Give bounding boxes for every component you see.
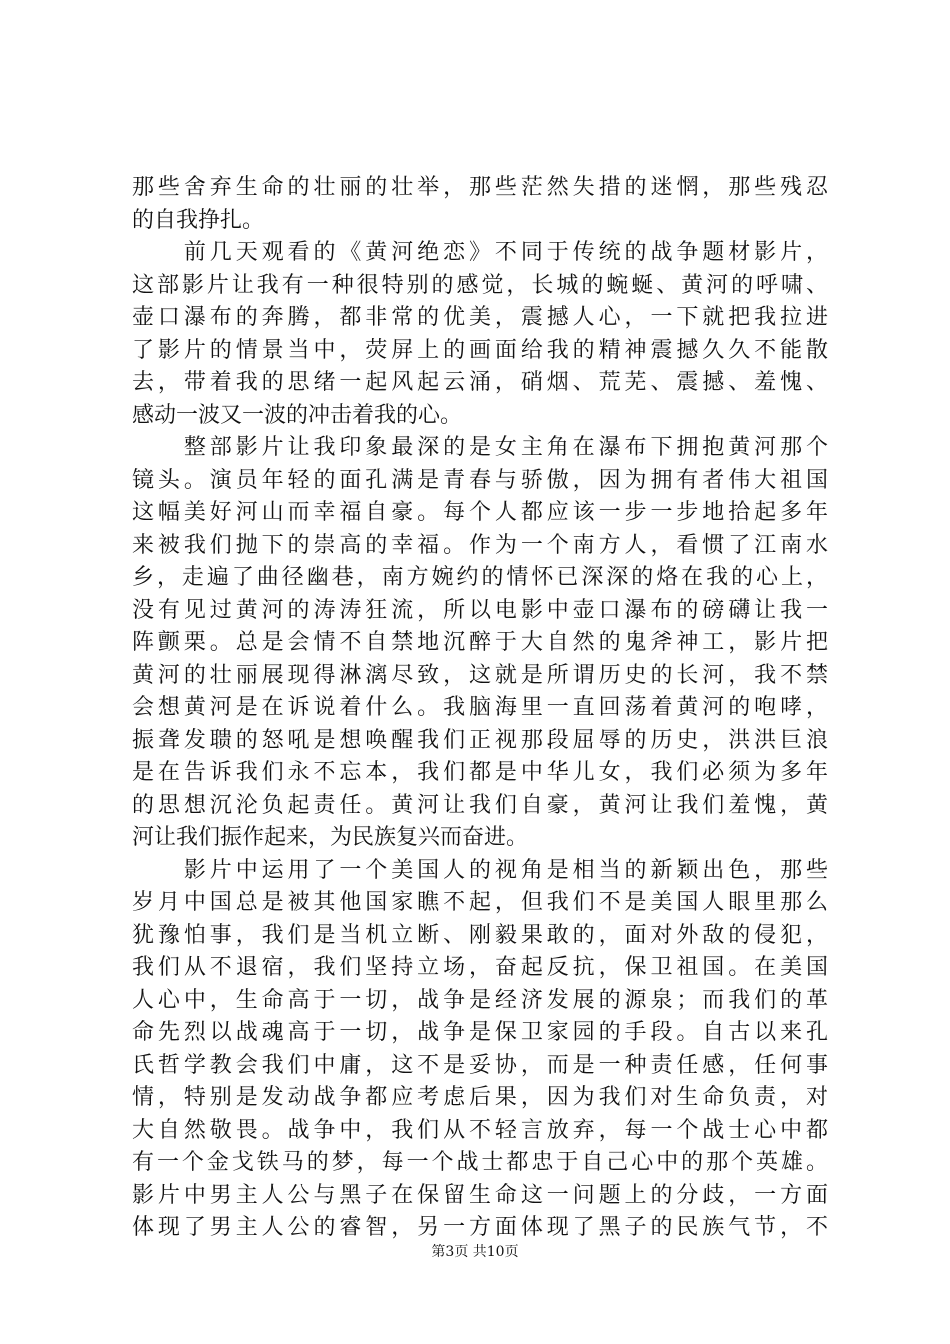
text-line: 有一个金戈铁马的梦，每一个战士都忠于自己心中的那个英雄。 [132,1150,828,1175]
text-line: 乡，走遍了曲径幽巷，南方婉约的情怀已深深的烙在我的心上， [132,565,828,590]
text-line: 壶口瀑布的奔腾，都非常的优美，震撼人心，一下就把我拉进 [132,305,828,330]
page-footer: 第3页 共10页 [431,1244,519,1260]
text-line: 这幅美好河山而幸福自豪。每个人都应该一步一步地拾起多年 [132,500,828,525]
text-line: 犹豫怕事，我们是当机立断、刚毅果敢的，面对外敌的侵犯， [132,922,828,948]
text-line: 那些舍弃生命的壮丽的壮举，那些茫然失措的迷惘，那些残忍 [132,175,828,200]
text-line: 了影片的情景当中，荧屏上的画面给我的精神震撼久久不能散 [132,337,828,363]
text-line: 情，特别是发动战争都应考虑后果，因为我们对生命负责，对 [132,1085,828,1110]
text-line: 整部影片让我印象最深的是女主角在瀑布下拥抱黄河那个 [132,435,828,460]
text-line: 来被我们抛下的崇高的幸福。作为一个南方人，看惯了江南水 [132,532,828,558]
text-line: 体现了男主人公的睿智，另一方面体现了黑子的民族气节，不 [132,1215,828,1240]
text-line: 感动一波又一波的冲击着我的心。 [132,402,463,428]
document-body [132,172,828,1245]
text-line: 阵颤栗。总是会情不自禁地沉醉于大自然的鬼斧神工，影片把 [132,630,828,655]
text-line: 振聋发聩的怒吼是想唤醒我们正视那段屈辱的历史，洪洪巨浪 [132,727,828,753]
text-line: 会想黄河是在诉说着什么。我脑海里一直回荡着黄河的咆哮， [132,695,828,720]
text-line: 氏哲学教会我们中庸，这不是妥协，而是一种责任感，任何事 [132,1052,828,1078]
text-line: 的自我挣扎。 [132,207,265,233]
text-line: 没有见过黄河的涛涛狂流，所以电影中壶口瀑布的磅礴让我一 [132,597,828,623]
text-line: 黄河的壮丽展现得淋漓尽致，这就是所谓历史的长河，我不禁 [132,662,828,688]
text-line: 前几天观看的《黄河绝恋》不同于传统的战争题材影片， [132,240,828,265]
text-line: 的思想沉沦负起责任。黄河让我们自豪，黄河让我们羞愧，黄 [132,792,828,818]
text-line: 命先烈以战魂高于一切，战争是保卫家园的手段。自古以来孔 [132,1020,828,1045]
text-line: 大自然敬畏。战争中，我们从不轻言放弃，每一个战士心中都 [132,1117,828,1143]
text-line: 人心中，生命高于一切，战争是经济发展的源泉；而我们的革 [132,987,828,1013]
text-line: 我们从不退宿，我们坚持立场，奋起反抗，保卫祖国。在美国 [132,955,828,980]
text-line: 河让我们振作起来，为民族复兴而奋进。 [132,825,529,850]
text-line: 去，带着我的思绪一起风起云涌，硝烟、荒芜、震撼、羞愧、 [132,370,828,395]
text-line: 岁月中国总是被其他国家瞧不起，但我们不是美国人眼里那么 [132,890,828,915]
text-line: 是在告诉我们永不忘本，我们都是中华儿女，我们必须为多年 [132,760,828,785]
text-line: 镜头。演员年轻的面孔满是青春与骄傲，因为拥有者伟大祖国 [132,467,828,493]
text-line: 这部影片让我有一种很特别的感觉，长城的蜿蜒、黄河的呼啸、 [132,272,828,298]
text-line: 影片中运用了一个美国人的视角是相当的新颖出色，那些 [132,857,828,883]
text-line: 影片中男主人公与黑子在保留生命这一问题上的分歧，一方面 [132,1182,828,1208]
